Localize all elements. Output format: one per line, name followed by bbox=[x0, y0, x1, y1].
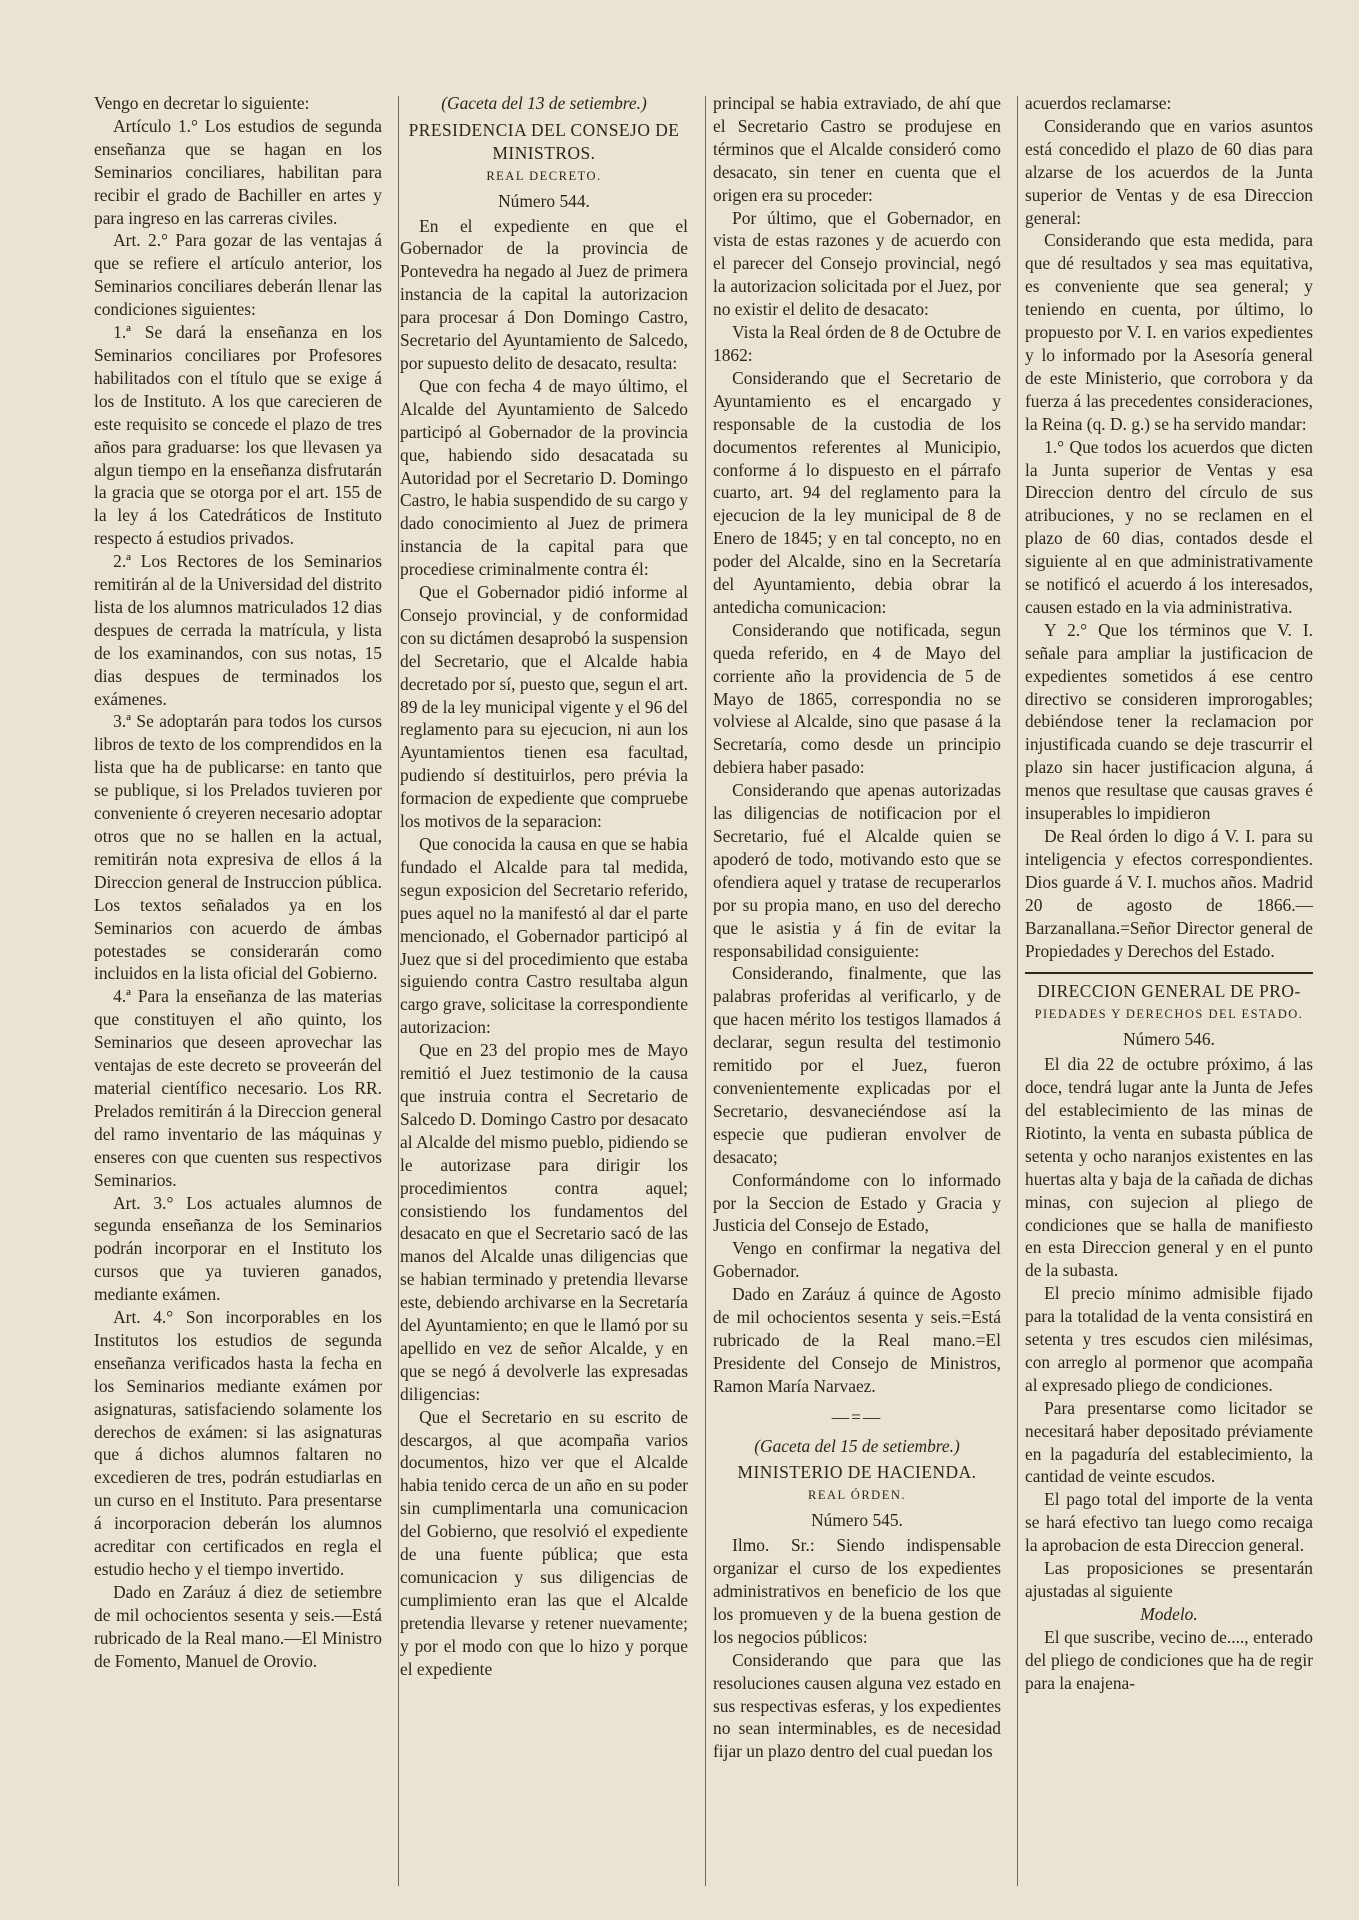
paragraph: Art. 3.° Los actuales alumnos de segunda enseñanza de los Seminarios podrán incorporar en el Instituto los cursos que ya tuvieren ganados, mediante exámen. bbox=[94, 1192, 382, 1305]
column-2 bbox=[400, 92, 688, 1681]
paragraph: 4.ª Para la enseñanza de las materias que constituyen el año quinto, los Seminarios que deseen aprovechar las ventajas de este decreto se proveerán del material científico necesario. Los RR. Prelados remitirán á la Direccion general del ramo inventario de las máquinas y enseres con que cuenten sus respectivos Seminarios. bbox=[94, 986, 382, 1190]
paragraph: Considerando, finalmente, que las palabras proferidas al verificarlo, y de que hacen mérito los testigos llamados á declarar, segun resulta del testimonio remitido por el Juez, fueron convenientemente explicadas por el Secretario, desvaneciéndose así la especie que pudieran envolver de desacato; bbox=[713, 963, 1001, 1167]
item-number: Número 544. bbox=[498, 190, 590, 211]
paragraph: 1.° Que todos los acuerdos que dicten la Junta superior de Ventas y esa Direccion dentro del círculo de sus atribuciones, y no se reclamen en el plazo de 60 dias, contados desde el siguiente al en que administrativamente se notificó el acuerdo á los interesados, causen estado en la via administrativa. bbox=[1025, 436, 1313, 617]
column-1 bbox=[94, 92, 382, 1673]
paragraph: Considerando que apenas autorizadas las diligencias de notificacion por el Secretario, fué el Alcalde quien se apoderó de todo, motivando esto que se ofendiera aquel y tratase de recuperarlos por su propia mano, en uso del derecho que le asistia y á fin de evitar la responsabilidad consiguiente: bbox=[713, 780, 1001, 961]
paragraph: El precio mínimo admisible fijado para la totalidad de la venta consistirá en setenta y tres escudos cien milésimas, con arreglo al pormenor que acompaña al expresado pliego de condiciones. bbox=[1025, 1283, 1313, 1395]
paragraph: Y 2.° Que los términos que V. I. señale para ampliar la justificacion de expedientes sometidos á ese centro directivo se consideren improrogables; debiéndose tener la reclamacion por injustificada cuando se deje trascurrir el plazo sin hacer justificacion alguna, á menos que resultase que causas graves é insuperables lo impidieron bbox=[1025, 619, 1313, 824]
item-number: Número 545. bbox=[811, 1510, 903, 1531]
paragraph: El pago total del importe de la venta se hará efectivo tan luego como recaiga la aprobacion de esta Direccion general. bbox=[1025, 1489, 1313, 1556]
section-subheading: PIEDADES Y DERECHOS DEL ESTADO. bbox=[1034, 1007, 1304, 1022]
paragraph: Que con fecha 4 de mayo último, el Alcalde del Ayuntamiento de Salcedo participó al Gobernador de la provincia que, habiendo sido desacatada su Autoridad por el Secretario D. Domingo Castro, le habia suspendido de su cargo y dado conocimiento al Juez de primera instancia de la capital para que procediese criminalmente contra él: bbox=[400, 375, 688, 580]
paragraph: Dado en Zaráuz á quince de Agosto de mil ochocientos sesenta y seis.=Está rubricado de la Real mano.=El Presidente del Consejo de Ministros, Ramon María Narvaez. bbox=[713, 1284, 1001, 1396]
column-3 bbox=[713, 92, 1001, 1763]
paragraph: Considerando que esta medida, para que dé resultados y sea mas equitativa, es conveniente que sea general; y teniendo en cuenta, por último, lo propuesto por V. I. en varios expedientes y lo informado por la Asesoría general de este Ministerio, que corrobora y da fuerza á las precedentes consideraciones, la Reina (q. D. g.) se ha servido mandar: bbox=[1025, 230, 1313, 434]
section-heading: DIRECCION GENERAL DE PRO- bbox=[1037, 981, 1301, 1002]
paragraph: 3.ª Se adoptarán para todos los cursos libros de texto de los comprendidos en la lista que ha de publicarse: en tanto que se publique, si los Prelados tuvieren por conveniente ó creyeren necesario adoptar otros que no se hallen en la actual, remitirán nota expresiva de ellos á la Direccion general de Instruccion pública. Los textos señalados ya en los Seminarios con acuerdo de ámbas potestades se considerarán como incluidos en la lista oficial del Gobierno. bbox=[94, 711, 382, 984]
paragraph: Considerando que notificada, segun queda referido, en 4 de Mayo del corriente año la providencia de 5 de Mayo de 1865, correspondia no se volviese al Alcalde, sino que pasase á la Secretaría, como desde un principio debiera haber pasado: bbox=[713, 619, 1001, 778]
paragraph: Vista la Real órden de 8 de Octubre de 1862: bbox=[713, 322, 1001, 365]
section-heading: PRESIDENCIA DEL CONSEJO DE MINISTROS. bbox=[408, 119, 680, 163]
section-subheading: REAL DECRETO. bbox=[486, 168, 602, 183]
paragraph: Ilmo. Sr.: Siendo indispensable organizar el curso de los expedientes administrativos en beneficio de los que los promueven y de la buena gestion de los negocios públicos: bbox=[713, 1535, 1001, 1647]
paragraph: Considerando que el Secretario de Ayuntamiento es el encargado y responsable de la custodia de los documentos referentes al Municipio, conforme á lo dispuesto en el párrafo cuarto, art. 94 del reglamento para la ejecucion de la ley municipal de 8 de Enero de 1845; y en tal concepto, no en poder del Alcalde, sino en la Secretaría del Ayuntamiento, debia obrar la antedicha comunicacion: bbox=[713, 367, 1001, 617]
column-4 bbox=[1025, 92, 1313, 1695]
paragraph: Dado en Zaráuz á diez de setiembre de mil ochocientos sesenta y seis.—Está rubricado de la Real mano.—El Ministro de Fomento, Manuel de Orovio. bbox=[94, 1581, 382, 1671]
paragraph: acuerdos reclamarse: bbox=[1025, 93, 1172, 113]
paragraph: Que conocida la causa en que se habia fundado el Alcalde para tal medida, segun exposicion del Secretario referido, pues aquel no la manifestó al dar el parte mencionado, el Gobernador participó al Juez que si del procedimiento que estaba siguiendo contra Castro resultaba algun cargo grave, solicitase la correspondiente autorizacion: bbox=[400, 834, 688, 1038]
paragraph: Que en 23 del propio mes de Mayo remitió el Juez testimonio de la causa que instruia contra el Secretario de Salcedo D. Domingo Castro por desacato al Alcalde del mismo pueblo, pidiendo se le autorizase para dirigir los procedimientos contra aquel; consistiendo los fundamentos del desacato en que el Secretario sacó de las manos del Alcalde unas diligencias que se habian terminado y pretendia llevarse este, debiendo archivarse en la Secretaría del Ayuntamiento; en que le llamó por su apellido en vez de señor Alcalde, y en que se negó á devolverle las expresadas diligencias: bbox=[400, 1040, 688, 1404]
model-title: Modelo. bbox=[1140, 1603, 1198, 1624]
paragraph: Art. 4.° Son incorporables en los Institutos los estudios de segunda enseñanza verificados hasta la fecha en los Seminarios mediante exámen por asignaturas, satisfaciendo solamente los derechos de exámen: si las asignaturas que á dichos alumnos faltaren no excedieren de tres, podrán estudiarlas en un curso en el Instituto. Para presentarse á incorporacion deberán los alumnos acreditar con certificados en regla el estudio hecho y el tiempo invertido. bbox=[94, 1307, 382, 1579]
paragraph: De Real órden lo digo á V. I. para su inteligencia y efectos correspondientes. Dios guarde á V. I. muchos años. Madrid 20 de agosto de 1866.—Barzanallana.=Señor Director general de Propiedades y Derechos del Estado. bbox=[1025, 826, 1313, 961]
column-rule bbox=[705, 96, 706, 1886]
paragraph: Vengo en confirmar la negativa del Gobernador. bbox=[713, 1238, 1001, 1282]
paragraph: Conformándome con lo informado por la Seccion de Estado y Gracia y Justicia del Consejo de Estado, bbox=[713, 1169, 1001, 1236]
paragraph: Por último, que el Gobernador, en vista de estas razones y de acuerdo con el parecer del Consejo provincial, negó la autorizacion solicitada por el Juez, por no existir el delito de desacato: bbox=[713, 207, 1001, 320]
paragraph: Artículo 1.° Los estudios de segunda enseñanza que se hagan en los Seminarios conciliares, habilitan para recibir el grado de Bachiller en artes y para ingreso en las carreras civiles. bbox=[94, 115, 382, 228]
paragraph: Que el Gobernador pidió informe al Consejo provincial, y de conformidad con su dictámen desaprobó la suspension del Secretario, que el Alcalde habia decretado por sí, puesto que, segun el art. 89 de la ley municipal vigente y el 96 del reglamento para su ejecucion, ni aun los Ayuntamientos tienen esa facultad, pudiendo sí destituirlos, pero prévia la formacion de expediente que compruebe los motivos de la separacion: bbox=[400, 582, 688, 832]
section-heading: MINISTERIO DE HACIENDA. bbox=[737, 1462, 977, 1483]
column-rule bbox=[398, 96, 399, 1886]
section-divider bbox=[1025, 972, 1313, 974]
separator: —=— bbox=[831, 1406, 883, 1427]
paragraph: Que el Secretario en su escrito de descargos, al que acompaña varios documentos, hizo ver que el Alcalde habia tenido cerca de un año en su poder sin cumplimentarla una comunicacion del Gobierno, que resolvió el expediente de una fuente pública; que esta comunicacion y sus diligencias de cumplimiento eran las que el Alcalde pretendia llevarse y retener nuevamente; y por el modo con que lo hizo y porque el expediente bbox=[400, 1406, 688, 1679]
gazette-reference: (Gaceta del 15 de setiembre.) bbox=[754, 1435, 960, 1456]
section-subheading: REAL ÓRDEN. bbox=[808, 1488, 906, 1503]
paragraph: 2.ª Los Rectores de los Seminarios remitirán al de la Universidad del distrito lista de los alumnos matriculados 12 dias despues de cerrada la matrícula, y lista de los examinandos, con sus notas, 15 dias despues de terminados los exámenes. bbox=[94, 551, 382, 709]
paragraph: principal se habia extraviado, de ahí que el Secretario Castro se produjese en términos que el Alcalde consideró como desacato, sin tener en cuenta que el origen era su proceder: bbox=[713, 93, 1001, 205]
paragraph: En el expediente en que el Gobernador de la provincia de Pontevedra ha negado al Juez de primera instancia de la capital la autorizacion para procesar á Don Domingo Castro, Secretario del Ayuntamiento de Salcedo, por supuesto delito de desacato, resulta: bbox=[400, 215, 688, 373]
paragraph: El dia 22 de octubre próximo, á las doce, tendrá lugar ante la Junta de Jefes del establecimiento de las minas de Riotinto, la venta en subasta pública de setenta y ocho naranjos existentes en las huertas alta y baja de la cañada de dichas minas, con sujecion al pliego de condiciones que se halla de manifiesto en esta Direccion general y en el punto de la subasta. bbox=[1025, 1054, 1313, 1281]
paragraph: Las proposiciones se presentarán ajustadas al siguiente bbox=[1025, 1558, 1313, 1601]
paragraph: Art. 2.° Para gozar de las ventajas á que se refiere el artículo anterior, los Seminarios conciliares deberán llenar las condiciones siguientes: bbox=[94, 230, 382, 320]
column-rule bbox=[1017, 96, 1018, 1886]
paragraph: 1.ª Se dará la enseñanza en los Seminarios conciliares por Profesores habilitados con el título que se exige á los de Instituto. A los que carecieren de este requisito se concede el plazo de tres años para graduarse: los que llevasen ya algun tiempo en la enseñanza disfrutarán la gracia que se otorga por el art. 155 de la ley á los Catedráticos de Instituto respecto á estudios privados. bbox=[94, 322, 382, 549]
item-number: Número 546. bbox=[1123, 1029, 1215, 1050]
paragraph: Vengo en decretar lo siguiente: bbox=[94, 93, 310, 113]
paragraph: Considerando que para que las resoluciones causen alguna vez estado en sus respectivas esferas, y los expedientes no sean interminables, es de necesidad fijar un plazo dentro del cual puedan los bbox=[713, 1649, 1001, 1762]
gazette-reference: (Gaceta del 13 de setiembre.) bbox=[441, 93, 647, 113]
paragraph: Para presentarse como licitador se necesitará haber depositado préviamente en la pagaduría del establecimiento, la cantidad de veinte escudos. bbox=[1025, 1397, 1313, 1487]
paragraph: Considerando que en varios asuntos está concedido el plazo de 60 dias para alzarse de los acuerdos de la Junta superior de Ventas y de esa Direccion general: bbox=[1025, 115, 1313, 228]
paragraph: El que suscribe, vecino de...., enterado del pliego de condiciones que ha de regir para la enajena- bbox=[1025, 1626, 1313, 1693]
